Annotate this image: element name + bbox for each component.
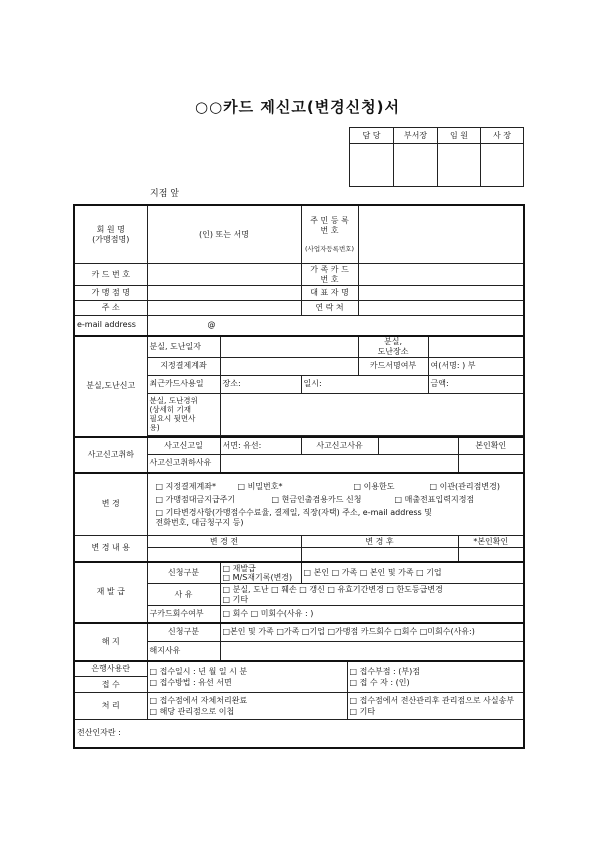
reissue-apply-targets[interactable]: □ 본인 □ 가족 □ 본인 및 가족 □ 기업 <box>301 562 524 584</box>
change-content-label: 변 경 내 용 <box>74 536 147 562</box>
reissue-apply-types[interactable]: □ 재발급 □ M/S재기록(변경) <box>220 562 301 584</box>
receive-left <box>147 661 347 693</box>
resident-number-label-text: 주 민 등 록 번 호 <box>310 216 349 235</box>
family-card-label: 가 족 카 드 번 호 <box>301 264 358 286</box>
loss-place-label: 분실, 도난장소 <box>358 336 428 358</box>
family-card-field[interactable] <box>358 264 524 286</box>
branch-label: 지점 앞 <box>150 189 179 199</box>
approval-header-executive: 임 원 <box>438 128 481 144</box>
operator-field[interactable]: 전산인자란 : <box>74 720 524 748</box>
cancel-reason-field[interactable] <box>220 642 524 661</box>
accident-cancel-reason-label: 사고신고취하사유 <box>147 455 220 473</box>
change-options <box>147 473 524 536</box>
card-number-label: 카 드 번 호 <box>74 264 147 286</box>
last-use-label: 최근카드사용일 <box>147 375 220 393</box>
reissue-section-label: 재 발 급 <box>74 562 147 623</box>
approval-sign-executive[interactable] <box>438 144 481 187</box>
change-option-transfer[interactable]: □ 이관(관리점변경) <box>429 482 500 492</box>
bank-use-label: 은행사용란 <box>75 662 147 677</box>
reissue-reason-label: 사 유 <box>147 584 220 606</box>
email-field[interactable] <box>147 316 524 336</box>
accident-section-label: 사고신고취하 <box>74 437 147 473</box>
main-form-table <box>73 204 525 662</box>
resident-number-sublabel: (사업자등록번호) <box>305 245 355 253</box>
approval-header-president: 사 장 <box>481 128 524 144</box>
accident-confirm-field[interactable] <box>458 455 524 473</box>
loss-detail-field[interactable] <box>220 393 524 435</box>
bank-use-label-cell <box>74 661 147 693</box>
change-options-row2 <box>156 493 516 506</box>
accident-date-label: 사고신고일 <box>147 437 220 455</box>
accident-confirm-label: 본인확인 <box>458 437 524 455</box>
loss-account-field[interactable] <box>220 357 358 375</box>
reissue-collect-values[interactable]: □ 회수 □ 미회수(사유 : ) <box>220 606 524 623</box>
reissue-collect-label: 구카드회수여부 <box>147 606 220 623</box>
last-use-place[interactable]: 장소: <box>220 375 301 393</box>
resident-number-label <box>301 205 358 264</box>
receive-branch[interactable]: □ 접수부점 : (부)점 <box>349 667 420 676</box>
process-send-fact[interactable]: □ 접수점에서 전산관리후 관리점으로 사실송부 <box>349 696 515 705</box>
form-title: ○○카드 제신고(변경신청)서 <box>194 98 400 116</box>
process-etc[interactable]: □ 기타 <box>349 707 376 716</box>
change-after-label: 변 경 후 <box>301 536 458 548</box>
loss-date-label: 분실, 도난일자 <box>147 336 220 358</box>
approval-sign-staff[interactable] <box>350 144 394 187</box>
cancel-apply-values[interactable]: □본인 및 가족 □가족 □기업 □가맹점 카드회수 □회수 □미회수(사유:) <box>220 623 524 642</box>
loss-detail-label: 분실, 도난경위 (상세히 기재 필요시 뒷면사 용) <box>147 393 220 435</box>
card-number-field[interactable] <box>147 264 301 286</box>
reissue-reasons[interactable]: □ 분실, 도난 □ 훼손 □ 갱신 □ 유효기간변경 □ 한도등급변경 □ 기타 <box>220 584 524 606</box>
loss-date-field[interactable] <box>220 336 358 358</box>
bank-use-table <box>73 660 525 749</box>
receive-person[interactable]: □ 접 수 자 : (인) <box>349 678 410 687</box>
receive-method[interactable]: □ 접수방법 : 유선 서면 <box>149 678 232 687</box>
merchant-name-field[interactable] <box>147 286 301 301</box>
approval-sign-president[interactable] <box>481 144 524 187</box>
change-before-label: 변 경 전 <box>147 536 301 548</box>
loss-account-label: 지정결제계좌 <box>147 357 220 375</box>
change-confirm-field[interactable] <box>458 548 524 562</box>
process-right <box>347 693 524 720</box>
approval-sign-manager[interactable] <box>394 144 438 187</box>
contact-field[interactable] <box>358 301 524 316</box>
merchant-name-label: 가 맹 점 명 <box>74 286 147 301</box>
last-use-time[interactable]: 일시: <box>301 375 428 393</box>
ceo-name-label: 대 표 자 명 <box>301 286 358 301</box>
address-label: 주 소 <box>74 301 147 316</box>
last-use-amount[interactable]: 금액: <box>428 375 524 393</box>
member-name-label: 회 원 명 (가맹점명) <box>74 205 147 264</box>
approval-table <box>349 127 524 187</box>
receive-date[interactable]: □ 접수일시 : 년 월 일 시 분 <box>149 667 248 676</box>
change-after-field[interactable] <box>301 548 458 562</box>
card-signed-field[interactable]: 여(서명: ) 부 <box>428 357 524 375</box>
receive-label: 접 수 <box>101 680 120 689</box>
accident-reason-label: 사고신고사유 <box>301 437 378 455</box>
accident-cancel-reason-field[interactable] <box>220 455 458 473</box>
cancel-apply-label: 신청구분 <box>147 623 220 642</box>
cancel-section-label: 해 지 <box>74 623 147 661</box>
ceo-name-field[interactable] <box>358 286 524 301</box>
change-confirm-label: *본인확인 <box>458 536 524 548</box>
process-self-done[interactable]: □ 접수점에서 자체처리완료 <box>149 696 248 705</box>
accident-sign-field[interactable]: 서면: 유선: <box>220 437 301 455</box>
reissue-apply-label: 신청구분 <box>147 562 220 584</box>
change-option-payment-cycle[interactable]: □ 가맹점대금지급주기 <box>155 495 236 505</box>
process-left <box>147 693 347 720</box>
change-option-slip-store[interactable]: □ 매출전표입력지정점 <box>394 495 475 505</box>
loss-place-field[interactable] <box>428 336 524 358</box>
change-option-limit[interactable]: □ 이용한도 <box>353 482 395 492</box>
change-section-label: 변 경 <box>74 473 147 536</box>
resident-number-field[interactable] <box>358 205 524 264</box>
card-signed-label: 카드서명여부 <box>358 357 428 375</box>
change-option-password[interactable]: □ 비밀번호* <box>237 482 283 492</box>
change-option-etc[interactable]: □ 기타변경사항(가맹점수수료율, 결제일, 직장(자택) 주소, e-mail address 및 전화번호, 대금청구지 등) <box>155 508 432 528</box>
email-at-sign: @ <box>207 320 216 330</box>
approval-header-manager: 부서장 <box>394 128 438 144</box>
member-seal-field[interactable]: (인) 또는 서명 <box>147 205 301 264</box>
receive-right <box>347 661 524 693</box>
email-label: e-mail address <box>74 316 147 336</box>
change-option-account[interactable]: □ 지정결제계좌* <box>155 482 216 492</box>
accident-reason-field[interactable] <box>378 437 458 455</box>
cancel-reason-label: 해지사유 <box>147 642 220 661</box>
change-option-cash-card[interactable]: □ 현금인출겸용카드 신청 <box>271 495 362 505</box>
approval-header-staff: 담 당 <box>350 128 394 144</box>
address-field[interactable] <box>147 301 301 316</box>
process-transfer[interactable]: □ 해당 관리점으로 이첩 <box>149 707 235 716</box>
loss-section-label: 분실,도난신고 <box>74 336 147 437</box>
contact-label: 연 락 처 <box>301 301 358 316</box>
change-options-row1 <box>156 480 516 493</box>
change-before-field[interactable] <box>147 548 301 562</box>
process-label: 처 리 <box>74 693 147 720</box>
